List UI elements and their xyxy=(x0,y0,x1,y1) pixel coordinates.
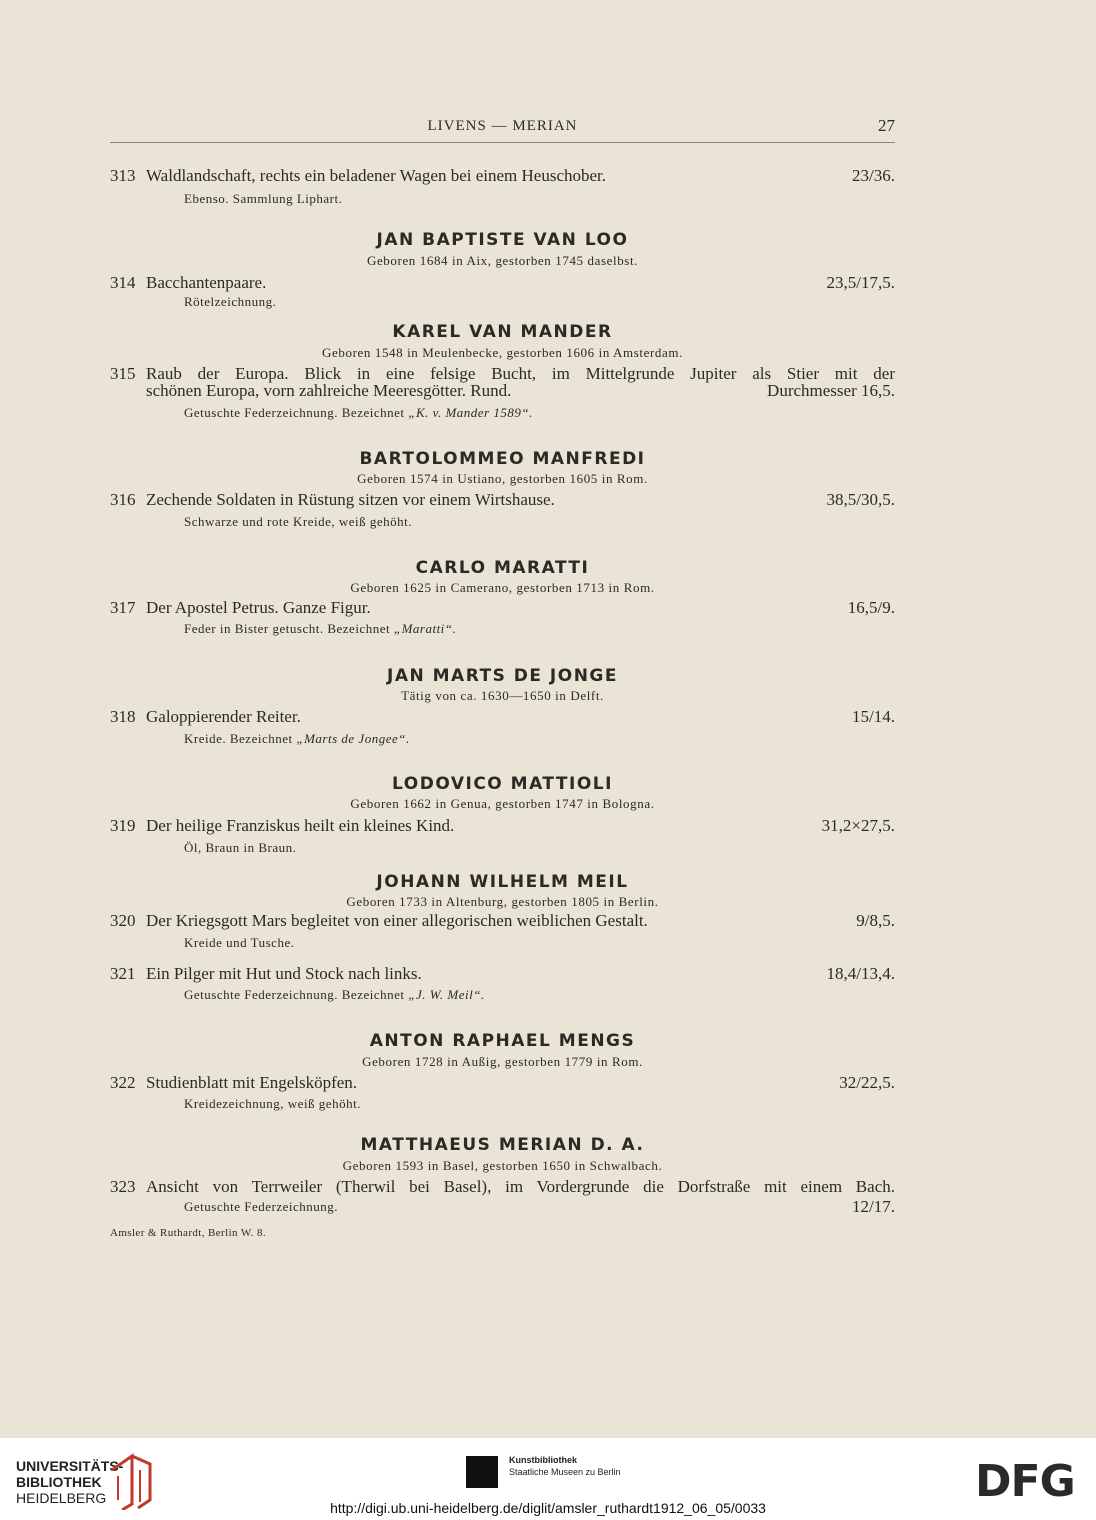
entry-dimensions: 9/8,5. xyxy=(856,911,895,930)
entry-dimensions: 16,5/9. xyxy=(847,598,895,617)
entry-title: Zechende Soldaten in Rüstung sitzen vor einem Wirtshause. xyxy=(146,490,555,509)
entry-note: Getuschte Federzeichnung. xyxy=(184,1199,339,1214)
artist-life-dates: Geboren 1662 in Genua, gestorben 1747 in Bologna. xyxy=(350,796,655,811)
artist-life-dates: Geboren 1574 in Ustiano, gestorben 1605 in Rom. xyxy=(357,471,648,486)
entry-note: Öl, Braun in Braun. xyxy=(184,840,297,855)
header-rule xyxy=(110,142,895,143)
entry-signature: „J. W. Meil“. xyxy=(408,987,485,1002)
entry-number: 321 xyxy=(110,964,136,983)
kunstbibliothek-wordmark[interactable] xyxy=(509,1454,621,1478)
entry-title: Galoppierender Reiter. xyxy=(146,707,301,726)
entry-dimensions: 15/14. xyxy=(852,707,895,726)
entry-dimensions: 23,5/17,5. xyxy=(826,273,895,292)
kb-line-2: Staatliche Museen zu Berlin xyxy=(509,1467,621,1477)
entry-number: 317 xyxy=(110,598,136,617)
entry-number: 323 xyxy=(110,1177,136,1196)
dfg-logo[interactable]: DFG xyxy=(975,1456,1075,1507)
entry-title: Der Apostel Petrus. Ganze Figur. xyxy=(146,598,371,617)
entry-title: Der Kriegsgott Mars begleitet von einer allegorischen weiblichen Gestalt. xyxy=(146,911,648,930)
artist-heading: LODOVICO MATTIOLI xyxy=(392,774,613,794)
entry-number: 314 xyxy=(110,273,136,292)
artist-heading: KAREL VAN MANDER xyxy=(392,322,613,342)
page-number: 27 xyxy=(878,116,895,135)
artist-life-dates: Geboren 1548 in Meulenbecke, gestorben 1606 in Amsterdam. xyxy=(322,345,683,360)
artist-heading: JAN BAPTISTE VAN LOO xyxy=(376,230,629,250)
artist-life-dates: Geboren 1684 in Aix, gestorben 1745 daselbst. xyxy=(366,253,639,268)
entry-title: Waldlandschaft, rechts ein beladener Wagen bei einem Heuschober. xyxy=(146,166,607,185)
entry-number: 322 xyxy=(110,1073,136,1092)
entry-note: Rötelzeichnung. xyxy=(184,294,277,309)
entry-signature: „Marts de Jongee“. xyxy=(296,731,410,746)
entry-dimensions: 31,2×27,5. xyxy=(821,816,895,835)
artist-life-dates: Geboren 1593 in Basel, gestorben 1650 in Schwalbach. xyxy=(342,1158,663,1173)
entry-dimensions: 12/17. xyxy=(852,1197,895,1216)
entry-dimensions: Durchmesser 16,5. xyxy=(767,381,895,400)
artist-life-dates: Geboren 1728 in Außig, gestorben 1779 in Rom. xyxy=(362,1054,643,1069)
artist-heading: MATTHAEUS MERIAN D. A. xyxy=(360,1135,645,1155)
entry-number: 320 xyxy=(110,911,136,930)
entry-note: Kreide und Tusche. xyxy=(184,935,295,950)
running-head: LIVENS — MERIAN xyxy=(427,118,578,134)
artist-life-dates: Tätig von ca. 1630—1650 in Delft. xyxy=(401,688,604,703)
entry-dimensions: 18,4/13,4. xyxy=(826,964,895,983)
entry-note xyxy=(184,405,533,421)
entry-note: Kreidezeichnung, weiß gehöht. xyxy=(184,1096,361,1111)
entry-title: Bacchantenpaare. xyxy=(146,273,267,292)
permalink-url[interactable]: http://digi.ub.uni-heidelberg.de/diglit/amsler_ruthardt1912_06_05/0033 xyxy=(330,1500,766,1516)
entry-signature: „K. v. Mander 1589“. xyxy=(408,405,533,420)
entry-title: Der heilige Franziskus heilt ein kleines Kind. xyxy=(146,816,455,835)
ub-line-1: UNIVERSITÄTS- xyxy=(16,1458,124,1474)
entry-title: Studienblatt mit Engelsköpfen. xyxy=(146,1073,358,1092)
entry-note xyxy=(184,621,456,637)
kb-line-1: Kunstbibliothek xyxy=(509,1455,577,1465)
entry-number: 316 xyxy=(110,490,136,509)
artist-heading: BARTOLOMMEO MANFREDI xyxy=(359,449,646,469)
entry-note-text: Feder in Bister getuscht. Bezeichnet xyxy=(184,621,391,636)
entry-dimensions: 32/22,5. xyxy=(839,1073,895,1092)
entry-signature: „Maratti“. xyxy=(393,621,457,636)
artist-heading: ANTON RAPHAEL MENGS xyxy=(369,1031,636,1051)
kunstbibliothek-logo-icon xyxy=(466,1456,498,1488)
artist-heading: JOHANN WILHELM MEIL xyxy=(376,872,629,892)
entry-note-text: Kreide. Bezeichnet xyxy=(184,731,293,746)
entry-dimensions: 38,5/30,5. xyxy=(826,490,895,509)
ub-line-3: HEIDELBERG xyxy=(16,1490,107,1506)
entry-number: 315 xyxy=(110,364,136,383)
entry-title: Ansicht von Terrweiler (Therwil bei Basel), im Vordergrunde die Dorfstraße mit einem Bach. xyxy=(146,1177,895,1196)
entry-note-text: Getuschte Federzeichnung. Bezeichnet xyxy=(184,987,405,1002)
publisher-imprint: Amsler & Ruthardt, Berlin W. 8. xyxy=(110,1227,267,1239)
entry-title-continued: schönen Europa, vorn zahlreiche Meeresgötter. Rund. xyxy=(146,381,512,400)
digitization-footer xyxy=(0,1438,1096,1520)
artist-heading: JAN MARTS DE JONGE xyxy=(387,666,618,686)
entry-number: 318 xyxy=(110,707,136,726)
entry-title: Raub der Europa. Blick in eine felsige Bucht, im Mittelgrunde Jupiter als Stier mit der xyxy=(146,364,895,383)
entry-note xyxy=(184,731,410,747)
entry-note: Ebenso. Sammlung Liphart. xyxy=(184,191,343,206)
entry-note xyxy=(184,987,485,1003)
ub-line-2: BIBLIOTHEK xyxy=(16,1474,102,1490)
entry-note-text: Getuschte Federzeichnung. Bezeichnet xyxy=(184,405,405,420)
artist-life-dates: Geboren 1733 in Altenburg, gestorben 1805 in Berlin. xyxy=(346,894,659,909)
entry-title: Ein Pilger mit Hut und Stock nach links. xyxy=(146,964,422,983)
entry-note: Schwarze und rote Kreide, weiß gehöht. xyxy=(184,514,413,529)
entry-dimensions: 23/36. xyxy=(852,166,895,185)
artist-heading: CARLO MARATTI xyxy=(415,558,590,578)
entry-number: 319 xyxy=(110,816,136,835)
artist-life-dates: Geboren 1625 in Camerano, gestorben 1713 in Rom. xyxy=(350,580,655,595)
entry-number: 313 xyxy=(110,166,136,185)
